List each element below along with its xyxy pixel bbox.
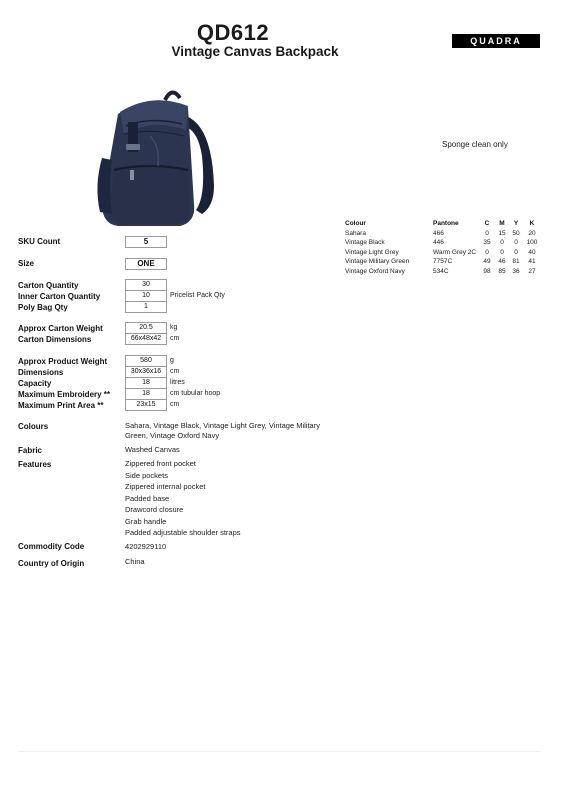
inner-carton-quantity-value: 10	[125, 290, 167, 302]
k-value: 41	[528, 258, 536, 265]
pantone-value: 7757C	[433, 258, 453, 265]
country-of-origin-value: China	[125, 557, 145, 566]
fabric-value: Washed Canvas	[125, 445, 180, 454]
colour-name: Vintage Light Grey	[345, 248, 399, 256]
pantone-header: Pantone	[433, 220, 459, 227]
approx-product-weight-value: 580	[125, 355, 167, 367]
carton-dimensions-label: Carton Dimensions	[18, 335, 92, 344]
y-value: 0	[514, 239, 518, 246]
pantone-value: 446	[433, 239, 444, 246]
size-label: Size	[18, 259, 35, 268]
poly-bag-qty-value: 1	[125, 301, 167, 313]
y-value: 0	[514, 248, 518, 256]
max-print-area-value: 23x15	[125, 399, 167, 411]
pantone-value: 466	[433, 229, 444, 237]
feature-item: Zippered front pocket	[125, 459, 196, 468]
sku-count-value: 5	[125, 236, 167, 248]
colours-label: Colours	[18, 422, 49, 431]
colour-header: Colour	[345, 220, 366, 227]
dimensions-value: 30x36x16	[125, 366, 167, 378]
carton-dimensions-value: 66x48x42	[125, 333, 167, 345]
capacity-label: Capacity	[18, 379, 52, 388]
max-embroidery-label: Maximum Embroidery **	[18, 390, 111, 399]
capacity-value: 18	[125, 377, 167, 389]
footer-divider	[18, 751, 540, 752]
y-value: 36	[512, 267, 520, 275]
m-value: 15	[498, 229, 506, 237]
c-value: 49	[483, 258, 491, 265]
care-instructions: Sponge clean only	[442, 140, 508, 149]
y-value: 50	[512, 229, 520, 237]
brand-logo: QUADRA	[452, 34, 540, 48]
max-embroidery-unit: cm tubular hoop	[170, 390, 221, 397]
product-code: QD612	[196, 20, 270, 45]
sku-count-label: SKU Count	[18, 237, 61, 246]
m-value: 0	[500, 239, 504, 246]
country-of-origin-label: Country of Origin	[18, 559, 85, 568]
product-image	[90, 86, 220, 231]
pantone-value: Warm Grey 2C	[433, 248, 477, 256]
features-label: Features	[18, 460, 52, 469]
y-header: Y	[513, 220, 519, 227]
feature-item: Zippered internal pocket	[125, 482, 206, 491]
y-value: 81	[512, 258, 520, 265]
k-header: K	[529, 220, 535, 227]
feature-item: Padded base	[125, 493, 170, 503]
m-value: 85	[498, 267, 506, 275]
k-value: 20	[528, 229, 536, 237]
size-value: ONE	[125, 258, 167, 270]
colours-value-line2: Green, Vintage Oxford Navy	[125, 431, 220, 440]
max-print-area-unit: cm	[170, 401, 180, 408]
dimensions-label: Dimensions	[18, 368, 64, 377]
k-value: 100	[526, 239, 538, 246]
backpack-icon	[90, 86, 220, 231]
carton-dimensions-unit: cm	[170, 335, 180, 342]
carton-quantity-label: Carton Quantity	[18, 281, 79, 290]
commodity-code-value: 4202929110	[125, 542, 167, 551]
feature-item: Drawcord closure	[125, 505, 184, 514]
fabric-label: Fabric	[18, 446, 43, 455]
approx-product-weight-unit: g	[170, 357, 174, 364]
feature-item: Padded adjustable shoulder straps	[125, 528, 241, 537]
capacity-unit: litres	[170, 379, 185, 386]
colour-name: Vintage Black	[345, 239, 385, 246]
k-value: 27	[528, 267, 536, 275]
c-value: 98	[483, 267, 491, 275]
colour-name: Vintage Military Green	[345, 258, 410, 265]
inner-carton-quantity-label: Inner Carton Quantity	[18, 292, 101, 301]
dimensions-unit: cm	[170, 368, 180, 375]
k-value: 40	[528, 248, 536, 256]
c-header: C	[484, 220, 490, 227]
m-header: M	[499, 220, 505, 227]
c-value: 0	[485, 248, 489, 256]
approx-carton-weight-unit: kg	[170, 324, 178, 331]
feature-item: Side pockets	[125, 470, 168, 480]
approx-product-weight-label: Approx Product Weight	[18, 357, 108, 366]
c-value: 0	[485, 229, 489, 237]
pantone-value: 534C	[433, 267, 449, 275]
m-value: 0	[500, 248, 504, 256]
commodity-code-label: Commodity Code	[18, 542, 85, 551]
carton-quantity-value: 30	[125, 279, 167, 291]
product-name: Vintage Canvas Backpack	[171, 44, 339, 59]
m-value: 46	[498, 258, 506, 265]
c-value: 35	[483, 239, 491, 246]
max-print-area-label: Maximum Print Area **	[18, 401, 104, 410]
approx-carton-weight-label: Approx Carton Weight	[18, 324, 103, 333]
approx-carton-weight-value: 20.5	[125, 322, 167, 334]
colours-value-line1: Sahara, Vintage Black, Vintage Light Grey, Vintage Military	[125, 421, 320, 430]
max-embroidery-value: 18	[125, 388, 167, 400]
colour-name: Vintage Oxford Navy	[345, 267, 405, 275]
colour-name: Sahara	[345, 229, 366, 237]
inner-carton-quantity-unit: Pricelist Pack Qty	[170, 292, 225, 299]
poly-bag-qty-label: Poly Bag Qty	[18, 303, 68, 312]
feature-item: Grab handle	[125, 516, 167, 526]
